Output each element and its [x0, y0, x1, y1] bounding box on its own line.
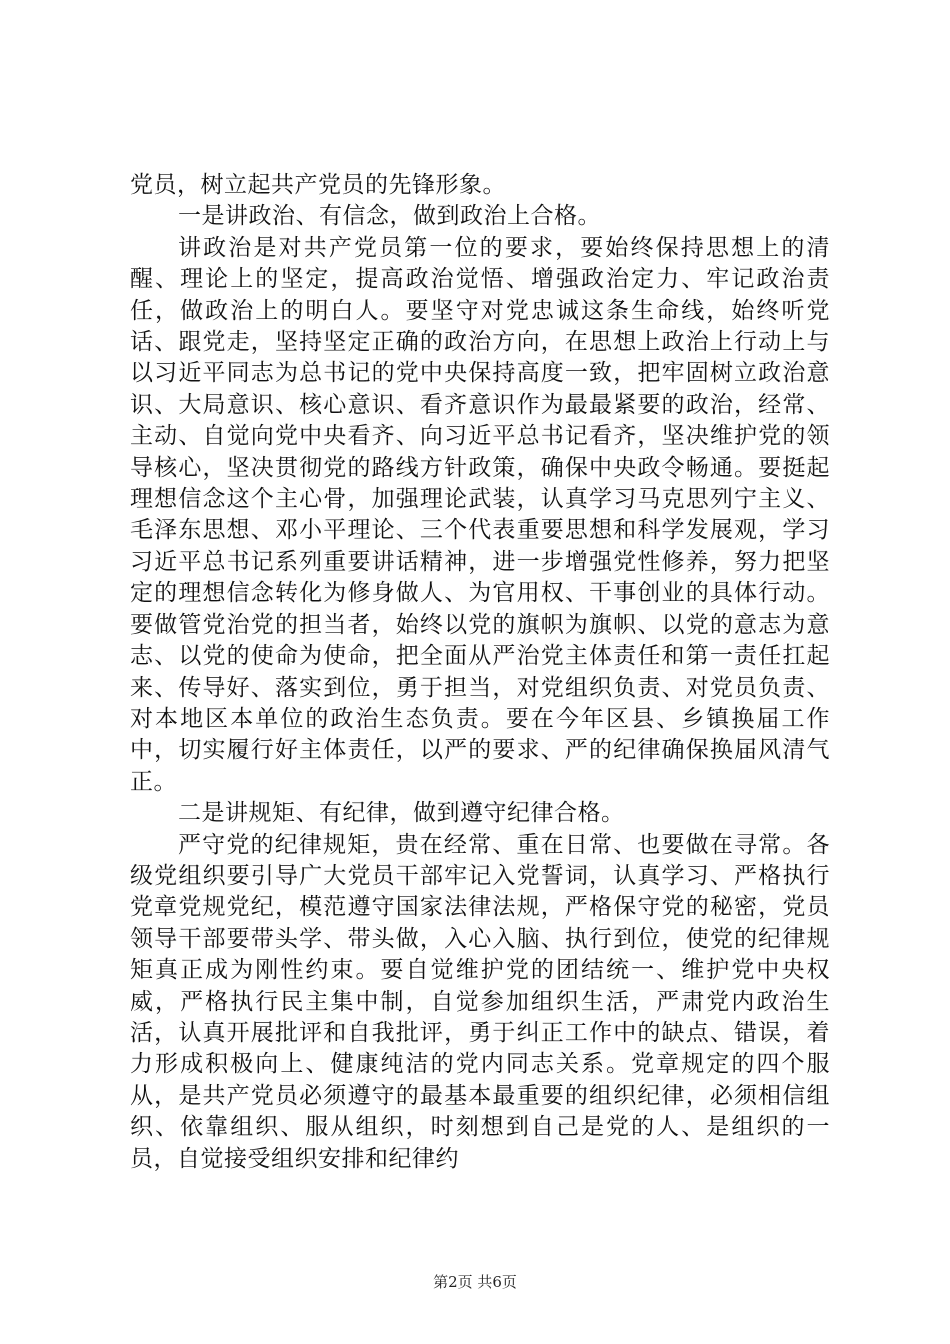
- document-body: [130, 170, 830, 1175]
- page-number-footer: 第2页 共6页: [433, 1273, 517, 1291]
- paragraph-discipline: 严守党的纪律规矩，贵在经常、重在日常、也要做在寻常。各级党组织要引导广大党员干部牢记入党誓词，认真学习、严格执行党章党规党纪，模范遵守国家法律法规，严格保守党的秘密，党员领导干部要带头学、带头做，入心入脑、执行到位，使党的纪律规矩真正成为刚性约束。要自觉维护党的团结统一、维护党中央权威，严格执行民主集中制，自觉参加组织生活，严肃党内政治生活，认真开展批评和自我批评，勇于纠正工作中的缺点、错误，着力形成积极向上、健康纯洁的党内同志关系。党章规定的四个服从，是共产党员必须遵守的最基本最重要的组织纪律，必须相信组织、依靠组织、服从组织，时刻想到自己是党的人、是组织的一员，自觉接受组织安排和纪律约: [130, 831, 830, 1172]
- paragraph-continuation: 党员，树立起共产党员的先锋形象。: [130, 172, 506, 198]
- section-heading-politics: 一是讲政治、有信念，做到政治上合格。: [178, 203, 601, 230]
- section-heading-discipline: 二是讲规矩、有纪律，做到遵守纪律合格。: [178, 800, 625, 827]
- paragraph-politics: 讲政治是对共产党员第一位的要求，要始终保持思想上的清醒、理论上的坚定，提高政治觉悟、增强政治定力、牢记政治责任，做政治上的明白人。要坚守对党忠诚这条生命线，始终听党话、跟党走，坚持坚定正确的政治方向，在思想上政治上行动上与以习近平同志为总书记的党中央保持高度一致，把牢固树立政治意识、大局意识、核心意识、看齐意识作为最最紧要的政治，经常、主动、自觉向党中央看齐、向习近平总书记看齐，坚决维护党的领导核心，坚决贯彻党的路线方针政策，确保中央政令畅通。要挺起理想信念这个主心骨，加强理论武装，认真学习马克思列宁主义、毛泽东思想、邓小平理论、三个代表重要思想和科学发展观，学习习近平总书记系列重要讲话精神，进一步增强党性修养，努力把坚定的理想信念转化为修身做人、为官用权、干事创业的具体行动。要做管党治党的担当者，始终以党的旗帜为旗帜、以党的意志为意志、以党的使命为使命，把全面从严治党主体责任和第一责任扛起来、传导好、落实到位，勇于担当，对党组织负责、对党员负责、对本地区本单位的政治生态负责。要在今年区县、乡镇换届工作中，切实履行好主体责任，以严的要求、严的纪律确保换届风清气正。: [130, 234, 830, 795]
